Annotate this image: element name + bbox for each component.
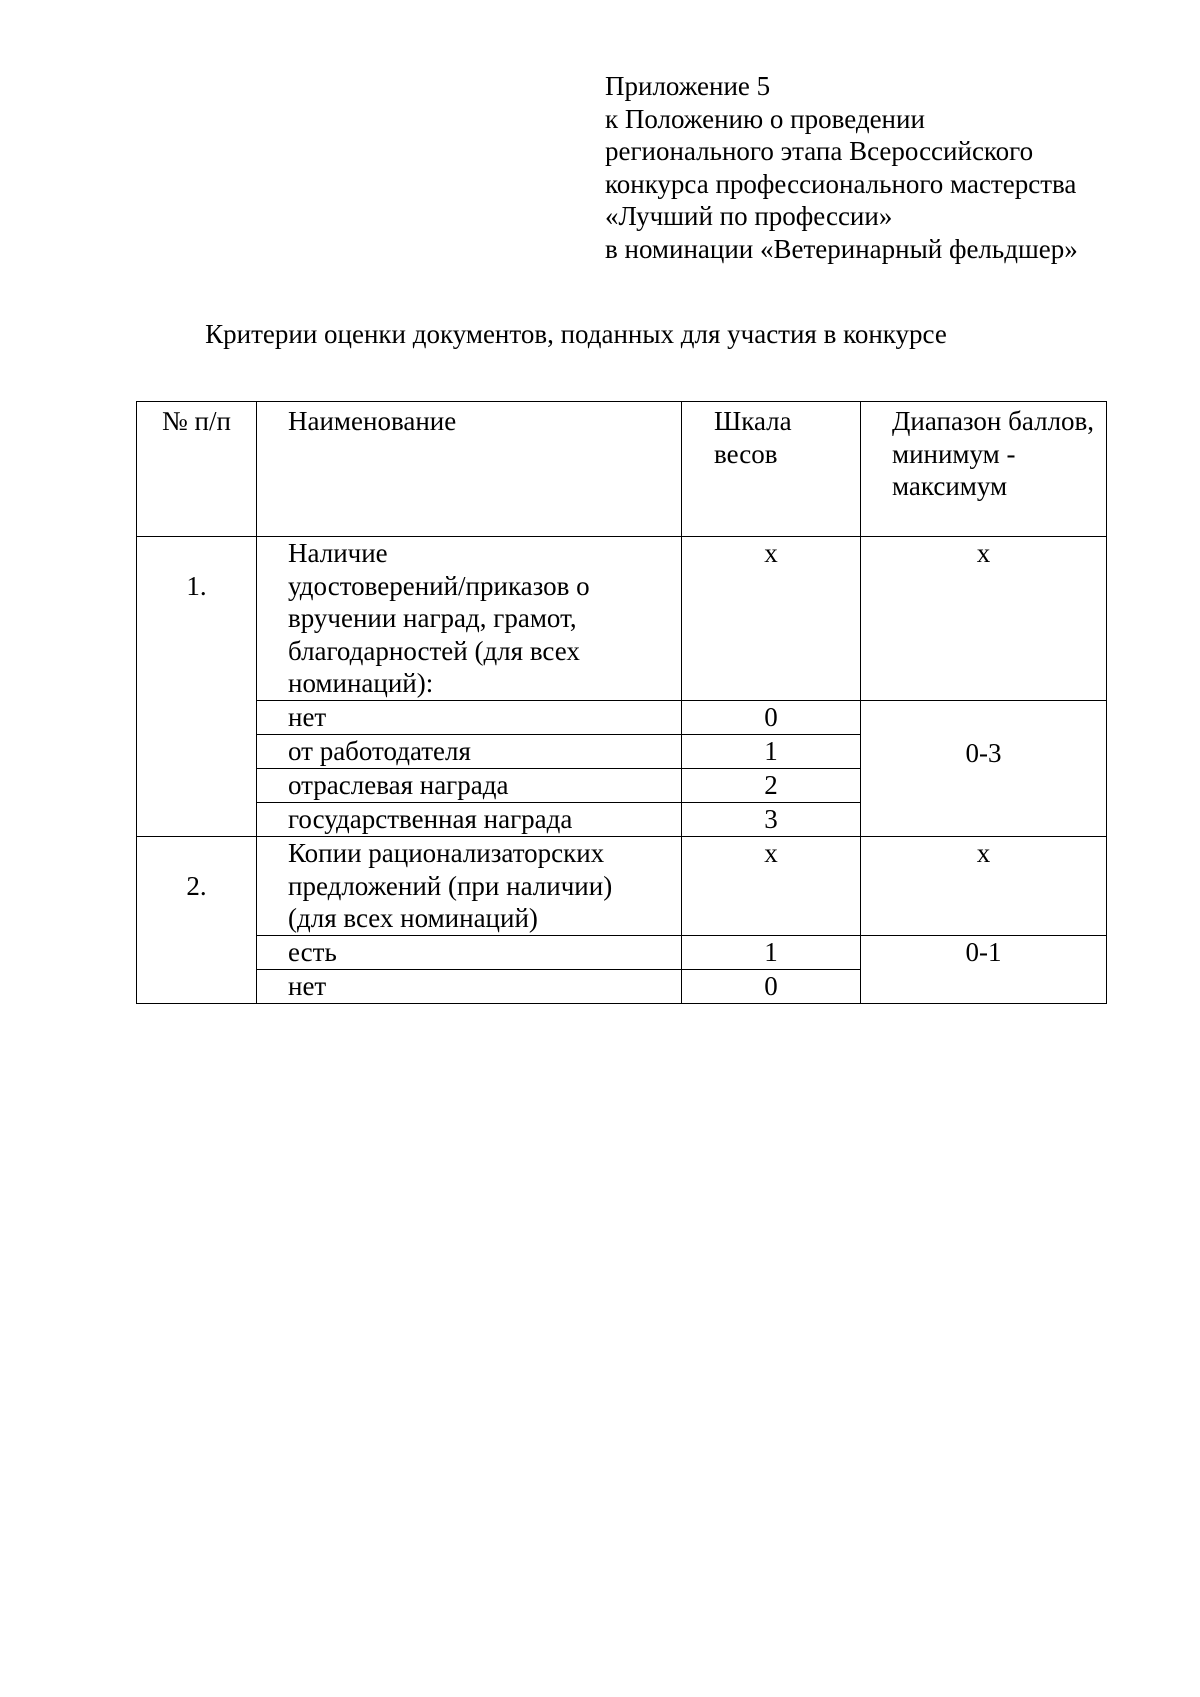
row-number: 2.	[186, 871, 207, 901]
header-weight-line: весов	[714, 438, 778, 469]
option-weight: 0	[682, 701, 861, 735]
option-name: отраслевая награда	[257, 769, 682, 803]
appendix-line: к Положению о проведении	[605, 103, 925, 134]
criterion-name-line: благодарностей (для всех	[288, 635, 580, 666]
criterion-name-line: вручении наград, грамот,	[288, 603, 577, 633]
row-number-cell	[137, 537, 257, 837]
header-num: № п/п	[137, 402, 257, 537]
appendix-line: в номинации «Ветеринарный фельдшер»	[605, 233, 1078, 264]
criteria-table	[136, 401, 1107, 1004]
header-range	[861, 402, 1107, 537]
option-weight: 1	[682, 735, 861, 769]
table-header-row	[137, 402, 1107, 537]
option-name: от работодателя	[257, 735, 682, 769]
criterion-name-line: Копии рационализаторских	[288, 838, 605, 868]
criterion-name-line: предложений (при наличии)	[288, 870, 613, 901]
header-weight-line: Шкала	[714, 406, 792, 436]
table-row	[137, 837, 1107, 936]
criterion-name-line: удостоверений/приказов о	[288, 570, 590, 601]
criterion-name	[257, 837, 682, 936]
table-row	[137, 935, 1107, 969]
header-range-line: максимум	[892, 471, 1008, 501]
option-name: нет	[257, 701, 682, 735]
criterion-name-line: номинаций):	[288, 668, 434, 698]
document-title: Критерии оценки документов, поданных для участия в конкурсе	[205, 319, 947, 349]
option-name: есть	[257, 935, 682, 969]
criterion-weight: х	[682, 837, 861, 936]
table-row	[137, 701, 1107, 735]
criterion-name-line: Наличие	[288, 538, 388, 568]
options-range-cell	[861, 701, 1107, 837]
appendix-line: конкурса профессионального мастерства	[605, 168, 1077, 199]
appendix-line: Приложение 5	[605, 71, 771, 101]
header-name: Наименование	[257, 402, 682, 537]
options-range-cell	[861, 935, 1107, 1003]
header-weight	[682, 402, 861, 537]
options-range: 0-3	[965, 738, 1002, 768]
option-name: государственная награда	[257, 803, 682, 837]
row-number-cell	[137, 837, 257, 1004]
header-range-line: Диапазон баллов,	[892, 406, 1095, 436]
options-range: 0-1	[965, 936, 1002, 967]
criterion-name-line: (для всех номинаций)	[288, 903, 538, 933]
appendix-line: «Лучший по профессии»	[605, 201, 893, 231]
option-name: нет	[257, 969, 682, 1003]
table-row	[137, 537, 1107, 701]
criterion-name	[257, 537, 682, 701]
option-weight: 1	[682, 935, 861, 969]
appendix-note	[605, 70, 1078, 265]
appendix-line: регионального этапа Всероссийского	[605, 136, 1034, 166]
row-number: 1.	[186, 571, 207, 601]
criterion-range: х	[861, 537, 1107, 701]
option-weight: 2	[682, 769, 861, 803]
option-weight: 3	[682, 803, 861, 837]
header-range-line: минимум -	[892, 438, 1016, 469]
option-weight: 0	[682, 969, 861, 1003]
criterion-range: х	[861, 837, 1107, 936]
criterion-weight: х	[682, 537, 861, 701]
